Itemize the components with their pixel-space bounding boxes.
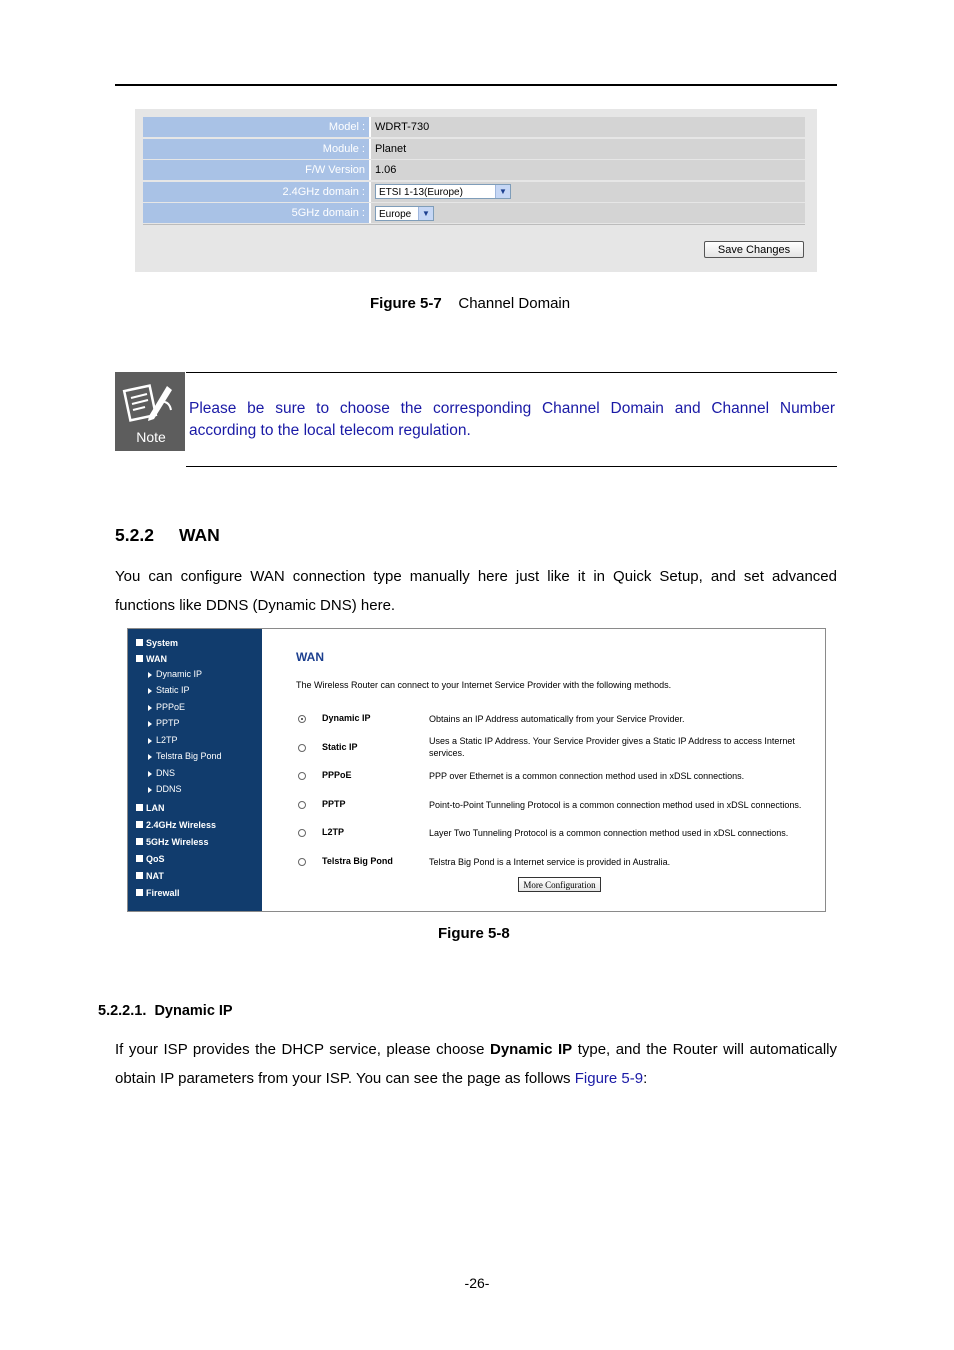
subsection-heading [98,1003,233,1019]
page-number: -26- [464,1275,490,1291]
expand-icon [136,804,143,811]
chevron-down-icon[interactable]: ▼ [418,207,433,220]
arrow-right-icon [148,705,152,711]
sidebar-item-5ghz-wireless[interactable]: 5GHz Wireless [136,837,208,847]
expand-icon [136,889,143,896]
figure-caption-5-8: Figure 5-8 [438,925,510,942]
arrow-right-icon [148,754,152,760]
row-label: Module : [143,139,369,159]
sidebar-item-telstra[interactable]: Telstra Big Pond [148,751,222,761]
sidebar-item-l2tp[interactable]: L2TP [148,735,178,745]
note-text: Please be sure to choose the corresponding Channel Domain and Channel Number according to the local telecom regulation. [189,400,835,439]
model-row [143,117,805,137]
section-number: 5.2.2 [115,525,154,545]
page-intro: The Wireless Router can connect to your Internet Service Provider with the following methods. [296,680,672,690]
domain-5ghz-select[interactable] [375,206,434,221]
figure-link[interactable]: Figure 5-9 [574,1070,644,1087]
firmware-row [143,160,805,180]
radio-static-ip[interactable] [298,744,306,752]
sidebar-item-ddns[interactable]: DDNS [148,784,182,794]
divider [143,224,805,225]
arrow-right-icon [148,771,152,777]
sidebar-item-qos[interactable]: QoS [136,854,165,864]
row-label: F/W Version [143,160,369,180]
domain-5ghz-row [143,203,805,223]
radio-telstra-big-pond[interactable] [298,858,306,866]
row-label: 5GHz domain : [143,203,369,223]
sidebar-item-pppoe[interactable]: PPPoE [148,702,185,712]
more-configuration-button[interactable]: More Configuration [518,877,601,892]
caption-number: Figure 5-7 [370,295,442,312]
sidebar-item-firewall[interactable]: Firewall [136,888,180,898]
sidebar-item-pptp[interactable]: PPTP [148,718,180,728]
row-label: 2.4GHz domain : [143,182,369,202]
select-value: Europe [379,208,412,220]
expand-icon [136,821,143,828]
header-rule [115,84,837,86]
figure-caption [370,295,570,312]
arrow-right-icon [148,688,152,694]
page-title: WAN [296,650,324,664]
row-value: Planet [371,139,805,159]
row-label: Model : [143,117,369,137]
bold-term: Dynamic IP [489,1041,573,1058]
radio-pptp[interactable] [298,801,306,809]
row-value: 1.06 [371,160,805,180]
arrow-right-icon [148,721,152,727]
arrow-right-icon [148,787,152,793]
caption-text: Channel Domain [458,295,571,312]
save-changes-button[interactable]: Save Changes [704,241,804,258]
radio-l2tp[interactable] [298,829,306,837]
collapse-icon [136,655,143,662]
note-icon-label: Note [136,429,166,445]
radio-dynamic-ip[interactable] [298,715,306,723]
sidebar-item-system[interactable]: System [136,638,178,648]
chevron-down-icon[interactable]: ▼ [495,185,510,198]
sidebar-item-wan[interactable]: WAN [136,654,167,664]
sidebar-item-nat[interactable]: NAT [136,871,164,881]
note-rule-top [186,372,837,373]
row-value: WDRT-730 [371,117,805,137]
expand-icon [136,855,143,862]
sidebar-item-static-ip[interactable]: Static IP [148,685,190,695]
sidebar-item-dynamic-ip[interactable]: Dynamic IP [148,669,202,679]
select-value: ETSI 1-13(Europe) [379,187,463,199]
expand-icon [136,639,143,646]
note-icon [115,372,185,451]
subsection-number: 5.2.2.1. [98,1003,147,1019]
sidebar-item-lan[interactable]: LAN [136,803,165,813]
expand-icon [136,838,143,845]
wan-figure: System WAN Dynamic IP Static IP PPPoE PPTP L2TP Telstra Big Pond DNS DDNS LAN 2.4GHz Wireless 5GHz Wireless QoS NAT Firewall WAN The Wireless Router can connect to your Internet Service Provider with the following methods. Dynamic IP Obtains an IP Address automatically from your Service Provider. Static IP Uses a Static IP Address. Your Service Provider gives a Static IP Address to access Internet services. PPPoE PPP over Ethernet is a common connection method used in xDSL connections. PPTP Point-to-Point Tunneling Protocol is a common connection method used in xDSL connections. L2TP Layer Two Tunneling Protocol is a common connection method used in xDSL connections. Telstra Big Pond Telstra Big Pond is a Internet service is provided in Australia. More Configuration [127,628,826,912]
sidebar-item-24ghz-wireless[interactable]: 2.4GHz Wireless [136,820,216,830]
note-rule-bottom [186,466,837,467]
domain-24ghz-row [143,182,805,202]
radio-pppoe[interactable] [298,772,306,780]
device-info-table [143,117,805,225]
sidebar-nav [128,629,262,911]
channel-domain-figure [135,109,817,272]
section-title: WAN [178,525,220,545]
arrow-right-icon [148,672,152,678]
arrow-right-icon [148,738,152,744]
section-heading [115,525,220,546]
expand-icon [136,872,143,879]
section-intro: You can configure WAN connection type manually here just like it in Quick Setup, and set advanced functions like DDNS (Dynamic DNS) here. [115,568,837,614]
subsection-paragraph: If your ISP provides the DHCP service, please choose Dynamic IP type, and the Router will automatically obtain IP parameters from your ISP. You can see the page as follows Figure 5-9: [115,1041,837,1087]
subsection-title: Dynamic IP [154,1003,233,1019]
sidebar-item-dns[interactable]: DNS [148,768,175,778]
module-row [143,139,805,159]
domain-24ghz-select[interactable] [375,184,511,199]
